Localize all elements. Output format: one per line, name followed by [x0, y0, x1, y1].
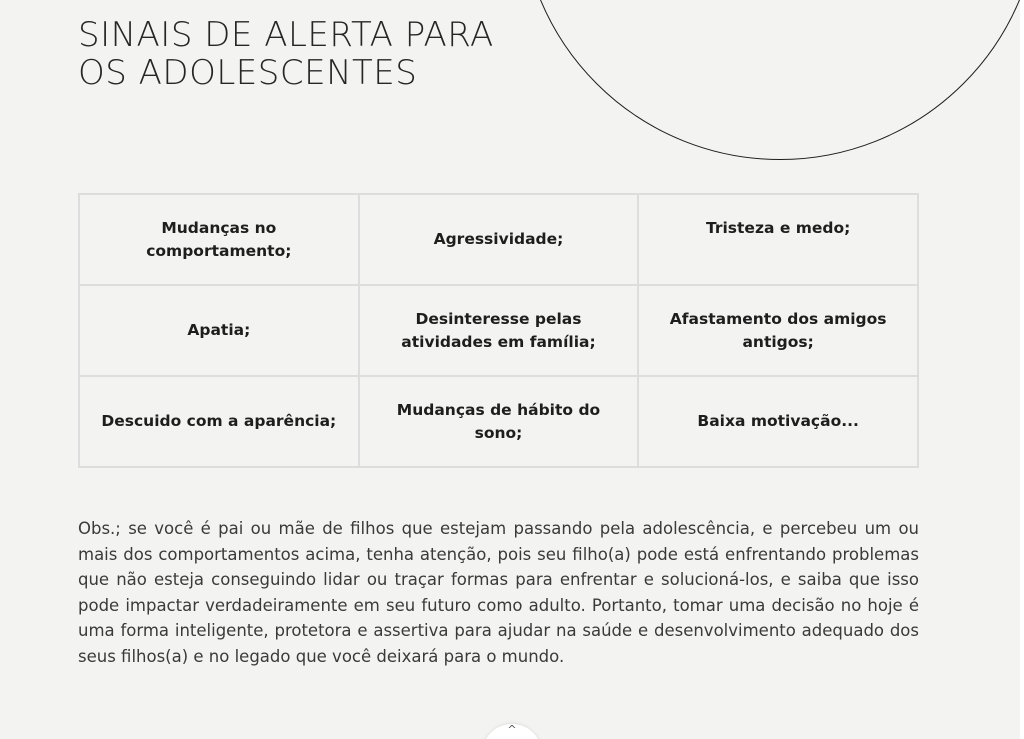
table-row [79, 285, 918, 376]
table-cell: Mudanças no comportamento; [79, 194, 359, 285]
title-line-2: OS ADOLESCENTES [78, 53, 418, 93]
table-cell: Desinteresse pelas atividades em família; [359, 285, 639, 376]
observation-paragraph: Obs.; se você é pai ou mãe de filhos que estejam passando pela adolescência, e percebeu um ou mais dos comportamentos acima, tenha atenção, pois seu filho(a) pode está enfrentando problemas que não esteja conseguindo lidar ou traçar formas para enfrentar e solucioná-los, e saiba que isso pode impactar verdadeiramente em seu futuro como adulto. Portanto, tomar uma decisão no hoje é uma forma inteligente, protetora e assertiva para ajudar na saúde e desenvolvimento adequado dos seus filhos(a) e no legado que você deixará para o mundo. [78, 519, 919, 666]
table-cell: Agressividade; [359, 194, 639, 285]
caret-up-icon: ^ [507, 723, 517, 736]
table-row [79, 194, 918, 285]
table-cell: Mudanças de hábito do sono; [359, 376, 639, 467]
scroll-to-top-button[interactable] [482, 724, 542, 739]
table-cell: Tristeza e medo; [638, 194, 918, 285]
warning-signs-table [78, 193, 919, 468]
table-cell: Baixa motivação... [638, 376, 918, 467]
table-cell: Descuido com a aparência; [79, 376, 359, 467]
decorative-circle [520, 0, 1020, 160]
page-edge [1020, 0, 1024, 739]
table-cell: Afastamento dos amigos antigos; [638, 285, 918, 376]
title-line-1: SINAIS DE ALERTA PARA [78, 15, 494, 55]
table-cell: Apatia; [79, 285, 359, 376]
page-title [78, 16, 494, 92]
table-row [79, 376, 918, 467]
